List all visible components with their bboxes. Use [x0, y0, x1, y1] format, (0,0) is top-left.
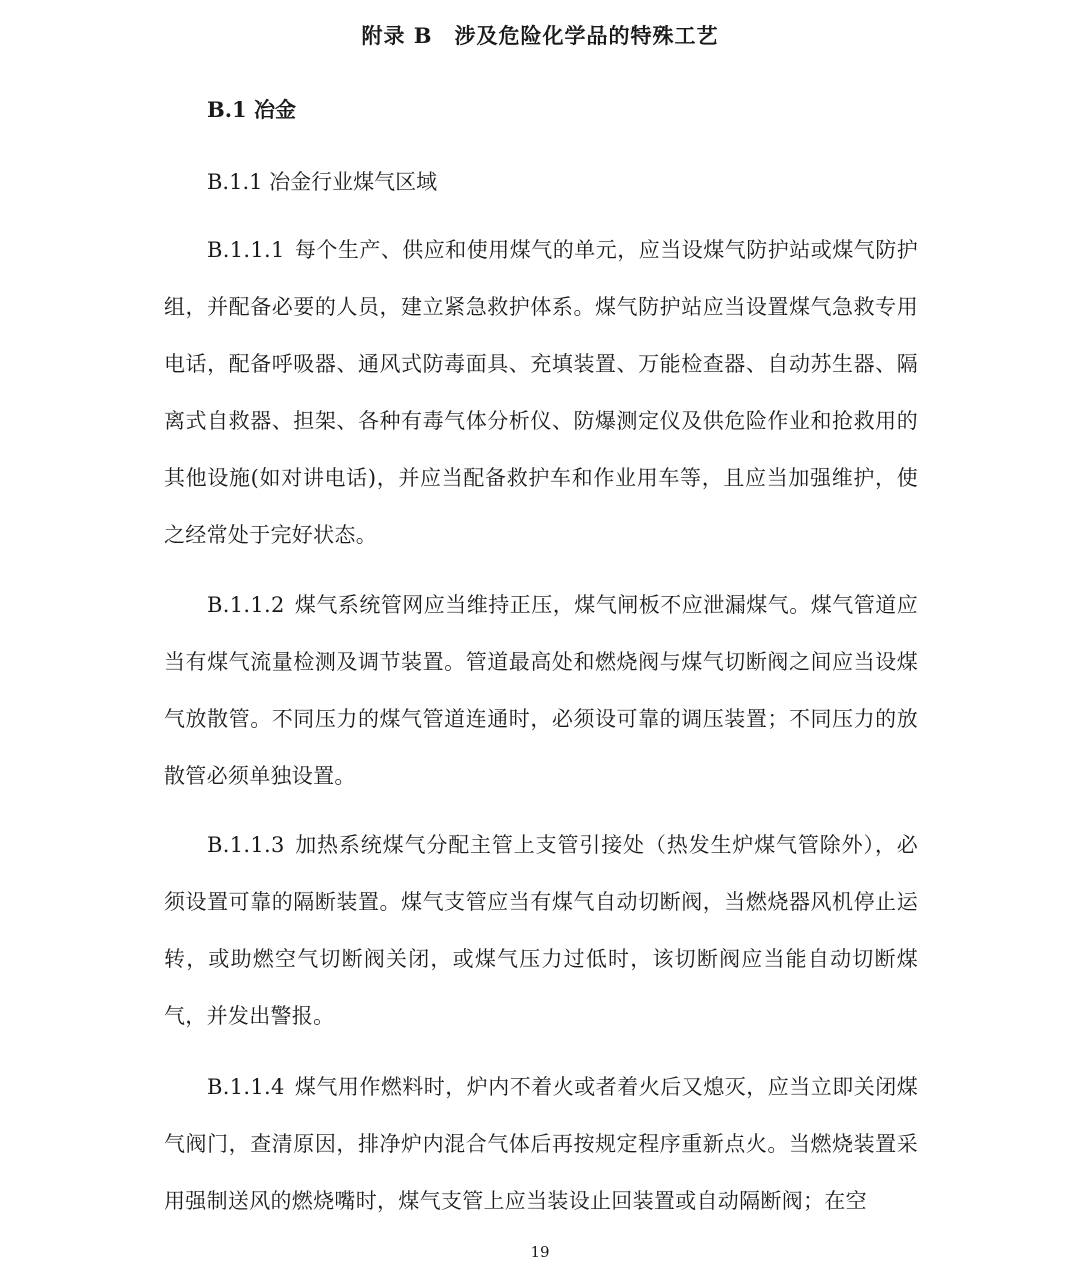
- paragraph-b-1-1-1: [164, 222, 918, 564]
- paragraph-text: 每个生产、供应和使用煤气的单元，应当设煤气防护站或煤气防护组，并配备必要的人员，建立紧急救护体系。煤气防护站应当设置煤气急救专用电话，配备呼吸器、通风式防毒面具、充填装置、万能检查器、自动苏生器、隔离式自救器、担架、各种有毒气体分析仪、防爆测定仪及供危险作业和抢救用的其他设施(如对讲电话)，并应当配备救护车和作业用车等，且应当加强维护，使之经常处于完好状态。: [164, 238, 918, 547]
- paragraph-text: 煤气用作燃料时，炉内不着火或者着火后又熄灭，应当立即关闭煤气阀门，查清原因，排净炉内混合气体后再按规定程序重新点火。当燃烧装置采用强制送风的燃烧嘴时，煤气支管上应当装设止回装置或自动隔断阀；在空: [164, 1075, 918, 1213]
- paragraph-b-1-1-2: [164, 577, 918, 805]
- page-number: 19: [530, 1243, 550, 1261]
- paragraph-number: B.1.1.4: [207, 1075, 285, 1099]
- paragraph-text: 煤气系统管网应当维持正压，煤气闸板不应泄漏煤气。煤气管道应当有煤气流量检测及调节装置。管道最高处和燃烧阀与煤气切断阀之间应当设煤气放散管。不同压力的煤气管道连通时，必须设可靠的调压装置；不同压力的放散管必须单独设置。: [164, 593, 918, 788]
- paragraph-b-1-1-3: [164, 817, 918, 1045]
- subsection-heading: B.1.1 冶金行业煤气区域: [207, 170, 438, 194]
- paragraph-number: B.1.1.3: [207, 833, 285, 857]
- paragraph-number: B.1.1.2: [207, 593, 285, 617]
- section-heading: B.1 冶金: [207, 97, 296, 122]
- paragraph-number: B.1.1.1: [207, 238, 285, 262]
- paragraph-b-1-1-4: [164, 1059, 918, 1230]
- paragraph-text: 加热系统煤气分配主管上支管引接处（热发生炉煤气管除外），必须设置可靠的隔断装置。煤气支管应当有煤气自动切断阀，当燃烧器风机停止运转，或助燃空气切断阀关闭，或煤气压力过低时，该切断阀应当能自动切断煤气，并发出警报。: [164, 833, 918, 1028]
- appendix-title: 附录 B 涉及危险化学品的特殊工艺: [361, 23, 719, 48]
